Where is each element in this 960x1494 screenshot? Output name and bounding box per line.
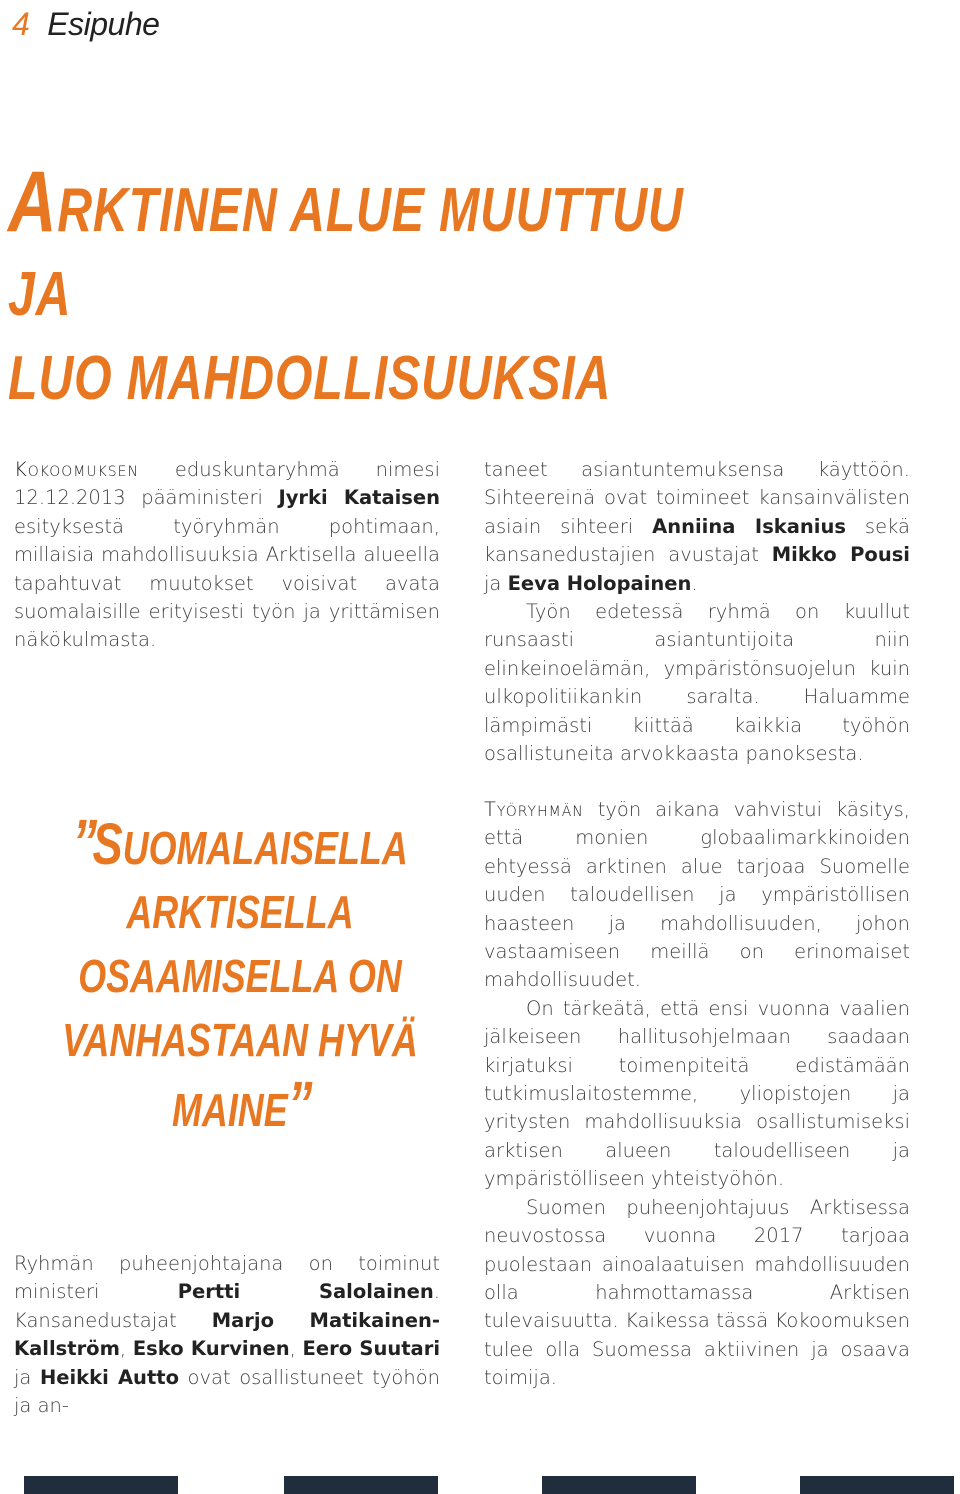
title-line-1: ARKTINEN ALUE MUUTTUU JA	[8, 154, 684, 329]
experts-paragraph: Työn edetessä ryhmä on kuullut runsaasti asiantuntijoita niin elinkeinoelämän, ympäristönsuojelun kuin ulkopolitiikankin saralta. Haluamme lämpimästi kiittää kaikkia työhön osallistuneita arvokkaasta panoksesta.	[484, 600, 910, 766]
page-title	[8, 154, 710, 421]
members-paragraph: Ryhmän puheenjohtajana on toiminut ministeri Pertti Salolainen. Kansanedustajat Marjo Matikainen-Kallström, Esko Kurvinen, Eero Suutari ja Heikki Autto ovat osallistuneet työhön ja an-	[14, 1252, 440, 1418]
left-column-bottom	[14, 1250, 440, 1420]
right-column-bottom	[484, 796, 910, 1393]
section-name: Esipuhe	[47, 6, 160, 42]
presidency-paragraph: Suomen puheenjohtajuus Arktisessa neuvostossa vuonna 2017 tarjoaa puolestaan ainoalaatuisen mahdollisuuden olla hahmottamassa Arktisen tulevaisuutta. Kaikessa tässä Kokoomuksen tulee olla Suomessa aktiivinen ja osaava toimija.	[484, 1195, 910, 1390]
right-column-top	[484, 456, 910, 768]
footer-bar-3	[542, 1476, 696, 1494]
footer-bar-1	[24, 1476, 178, 1494]
running-header	[12, 6, 159, 43]
conclusion-paragraph: Työryhmän työn aikana vahvistui käsitys, että monien globaalimarkkinoiden ehtyessä arktinen alue tarjoaa Suomelle uuden taloudellisen ja ympäristöllisen haasteen ja mahdollisuuden, johon vastaamiseen meillä on erinomaiset mahdollisuudet.	[484, 798, 910, 992]
title-initial: A	[8, 154, 58, 250]
page-number: 4	[12, 6, 30, 42]
left-column-top	[14, 456, 440, 655]
title-line-2: LUO MAHDOLLISUUKSIA	[8, 344, 612, 413]
secretaries-paragraph: taneet asiantuntemuksensa käyttöön. Sihteereinä ovat toimineet kansainvälisten asiain sihteeri Anniina Iskanius sekä kansanedustajien avustajat Mikko Pousi ja Eeva Holopainen.	[484, 458, 910, 595]
government-paragraph: On tärkeätä, että ensi vuonna vaalien jälkeiseen hallitusohjelmaan saadaan kirjatuksi toimenpiteitä edistämään tutkimuslaitostemme, yliopistojen ja yritysten mahdollisuuksia osallistumiseksi arktisen alueen taloudelliseen ja ympäristölliseen yhteistyöhön.	[484, 996, 910, 1191]
footer-bar-2	[284, 1476, 438, 1494]
footer-bar-4	[800, 1476, 954, 1494]
pull-quote: ”SUOMALAISELLA ARKTISELLA OSAAMISELLA ON VANHASTAAN HYVÄ MAINE”	[62, 806, 418, 1140]
intro-paragraph: Kokoomuksen eduskuntaryhmä nimesi 12.12.2013 pääministeri Jyrki Kataisen esityksestä työryhmän pohtimaan, millaisia mahdollisuuksia Arktisella alueella tapahtuvat muutokset voisivat avata suomalaisille erityisesti työn ja yrittämisen näkökulmasta.	[14, 458, 440, 652]
